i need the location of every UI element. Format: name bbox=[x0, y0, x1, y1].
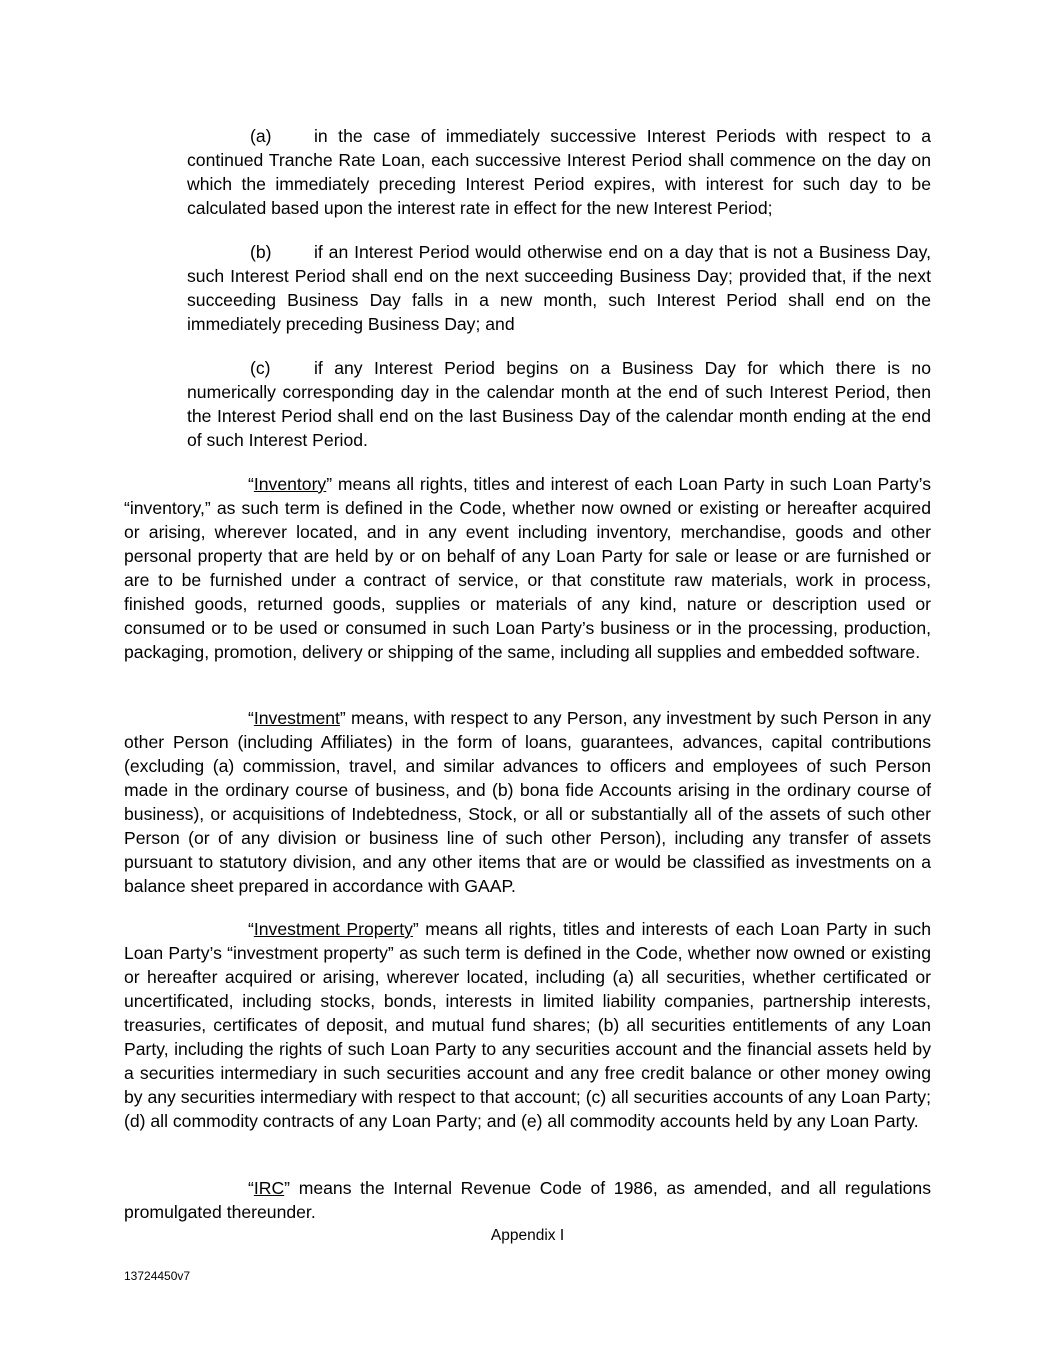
document-id: 13724450v7 bbox=[124, 1269, 191, 1283]
subclause-text: in the case of immediately successive Interest Periods with respect to a continued Tranche Rate Loan, each successive Interest Period shall commence on the day on which the immediately preceding Interest Period expires, with interest for such day to be calculated based upon the interest rate in effect for the new Interest Period; bbox=[187, 126, 931, 218]
subclause-label: (a) bbox=[250, 126, 272, 146]
open-quote: “ bbox=[248, 474, 254, 494]
subclause-c bbox=[187, 356, 931, 452]
subclause-label: (c) bbox=[250, 358, 271, 378]
open-quote: “ bbox=[248, 1178, 254, 1198]
open-quote: “ bbox=[248, 919, 254, 939]
definition-text: means all rights, titles and interests of each Loan Party in such Loan Party’s “investment property” as such term is defined in the Code, whether now owned or existing or hereafter acquired or arising, wherever located, including (a) all securities, whether certificated or uncertificated, including stocks, bonds, interests in limited liability companies, partnership interests, treasuries, certificates of deposit, and mutual fund shares; (b) all securities entitlements of any Loan Party, including the rights of such Loan Party to any securities account and the financial assets held by a securities intermediary in such securities account and any free credit balance or other money owing by any securities intermediary with respect to that account; (c) all securities accounts of any Loan Party; (d) all commodity contracts of any Loan Party; and (e) all commodity accounts held by any Loan Party. bbox=[124, 919, 931, 1131]
defined-term: Investment Property bbox=[253, 919, 413, 939]
subclause-text: if any Interest Period begins on a Business Day for which there is no numerically corresponding day in the calendar month at the end of such Interest Period, then the Interest Period shall end on the last Business Day of the calendar month ending at the end of such Interest Period. bbox=[187, 358, 931, 450]
definition-text: means the Internal Revenue Code of 1986, as amended, and all regulations promulgated thereunder. bbox=[124, 1178, 931, 1222]
definition-irc bbox=[124, 1176, 931, 1224]
defined-term: Investment bbox=[253, 708, 340, 728]
defined-term: Inventory bbox=[253, 474, 327, 494]
subclause-b bbox=[187, 240, 931, 336]
definition-inventory bbox=[124, 472, 931, 664]
close-quote: ” bbox=[326, 474, 333, 494]
defined-term: IRC bbox=[253, 1178, 285, 1198]
open-quote: “ bbox=[248, 708, 254, 728]
definition-text: means all rights, titles and interest of each Loan Party in such Loan Party’s “inventory,” as such term is defined in the Code, whether now owned or existing or hereafter acquired or arising, wherever located, and in any event including inventory, merchandise, goods and other personal property that are held by or on behalf of any Loan Party for sale or lease or are furnished or are to be furnished under a contract of service, or that constitute raw materials, work in process, finished goods, returned goods, supplies or materials of any kind, nature or description used or consumed or to be used or consumed in such Loan Party’s business or in the processing, production, packaging, promotion, delivery or shipping of the same, including all supplies and embedded software. bbox=[124, 474, 931, 662]
close-quote: ” bbox=[412, 919, 419, 939]
subclause-text: if an Interest Period would otherwise end on a day that is not a Business Day, such Interest Period shall end on the next succeeding Business Day; provided that, if the next succeeding Business Day falls in a new month, such Interest Period shall end on the immediately preceding Business Day; and bbox=[187, 242, 931, 334]
subclause-a bbox=[187, 124, 931, 220]
definition-investment-property bbox=[124, 917, 931, 1133]
page-footer-appendix: Appendix I bbox=[490, 1227, 565, 1244]
subclause-label: (b) bbox=[250, 242, 272, 262]
definition-text: means, with respect to any Person, any investment by such Person in any other Person (including Affiliates) in the form of loans, guarantees, advances, capital contributions (excluding (a) commission, travel, and similar advances to officers and employees of such Person made in the ordinary course of business, and (b) bona fide Accounts arising in the ordinary course of business), or acquisitions of Indebtedness, Stock, or all or substantially all of the assets of such other Person (or of any division or business line of such other Person), including any transfer of assets pursuant to statutory division, and any other items that are or would be classified as investments on a balance sheet prepared in accordance with GAAP. bbox=[124, 708, 931, 896]
definition-investment bbox=[124, 706, 931, 898]
close-quote: ” bbox=[284, 1178, 291, 1198]
close-quote: ” bbox=[339, 708, 346, 728]
